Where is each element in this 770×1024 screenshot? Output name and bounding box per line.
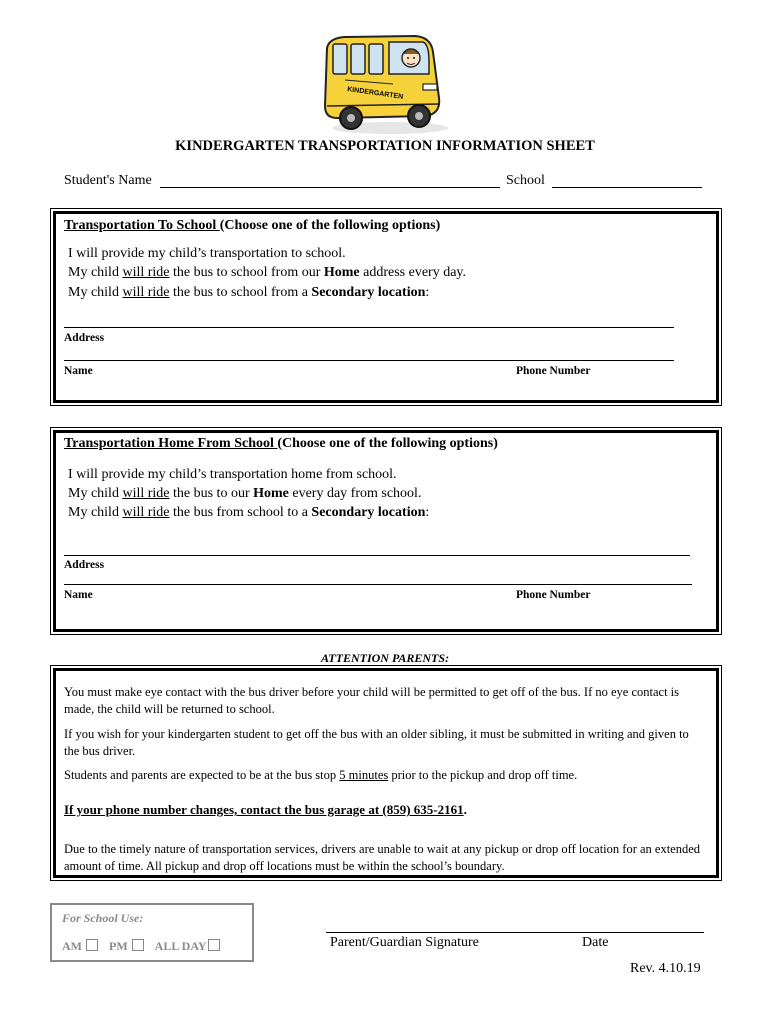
school-use-options: [62, 939, 220, 954]
option-text: :: [425, 505, 430, 520]
paragraph-text: prior to the pickup and drop off time.: [388, 768, 578, 782]
to-school-name-label: Name: [64, 365, 93, 377]
home-phone-label: Phone Number: [516, 589, 591, 601]
to-school-phone-label: Phone Number: [516, 365, 591, 377]
attention-eye-contact: You must make eye contact with the bus driver before your child will be permitted to get off of the bus. If no eye contact is made, the child will be returned to school.: [64, 685, 680, 716]
option-text-bold: Home: [323, 265, 360, 280]
school-use-label: For School Use:: [62, 911, 144, 925]
school-field[interactable]: [552, 175, 702, 188]
to-school-option-home[interactable]: [64, 265, 466, 281]
am-checkbox[interactable]: [86, 939, 98, 951]
attention-heading: ATTENTION PARENTS:: [320, 651, 450, 665]
to-school-option-secondary[interactable]: [64, 285, 429, 301]
to-school-heading: [64, 218, 440, 234]
option-text-underlined: will ride: [122, 265, 170, 280]
home-option-home[interactable]: [64, 486, 421, 502]
home-from-school-heading: [64, 436, 498, 452]
pm-checkbox[interactable]: [132, 939, 144, 951]
student-name-field[interactable]: [160, 175, 500, 188]
pm-label: PM: [109, 939, 128, 953]
school-bus-illustration: [315, 28, 455, 138]
option-text: the bus to school from our: [169, 265, 324, 280]
am-label: AM: [62, 939, 82, 953]
option-text: My child: [68, 265, 123, 280]
home-from-school-heading-instruction: (Choose one of the following options): [277, 436, 498, 451]
to-school-address-field[interactable]: [64, 315, 674, 328]
home-name-phone-field[interactable]: [64, 572, 692, 585]
option-text: My child: [68, 486, 123, 501]
to-school-name-phone-field[interactable]: [64, 348, 674, 361]
option-text: the bus to school from a: [169, 285, 312, 300]
home-from-school-section: [53, 430, 719, 632]
home-address-label: Address: [64, 559, 105, 571]
attention-phone-change: [64, 801, 704, 818]
to-school-heading-instruction: (Choose one of the following options): [219, 218, 441, 233]
home-option-secondary[interactable]: [64, 505, 429, 521]
attention-sibling: If you wish for your kindergarten student to get off the bus with an older sibling, it must be submitted in writing and given to the bus driver.: [64, 727, 689, 758]
option-text: address every day.: [359, 265, 467, 280]
option-text: My child: [68, 505, 123, 520]
to-school-option-provide[interactable]: [64, 246, 346, 262]
to-school-address-label: Address: [64, 332, 105, 344]
attention-bus-stop-time: [64, 767, 704, 784]
to-school-heading-title: Transportation To School: [64, 218, 220, 233]
option-text: the bus from school to a: [169, 505, 312, 520]
all-day-label: ALL DAY: [154, 939, 207, 953]
option-text: My child: [68, 285, 123, 300]
to-school-section: [53, 211, 719, 403]
signature-label: Parent/Guardian Signature: [330, 935, 479, 950]
option-text-underlined: will ride: [122, 285, 170, 300]
page-title: KINDERGARTEN TRANSPORTATION INFORMATION SHEET: [175, 138, 595, 154]
paragraph-text: Students and parents are expected to be at the bus stop: [64, 768, 340, 782]
attention-wait-policy: Due to the timely nature of transportation services, drivers are unable to wait at any pickup or drop off location for an extended amount of time. All pickup and drop off locations must be within the school’s boundary.: [64, 842, 701, 873]
option-text-underlined: will ride: [122, 486, 170, 501]
option-text-bold: Home: [253, 486, 289, 501]
all-day-checkbox[interactable]: [208, 939, 220, 951]
to-school-option-provide-text: I will provide my child’s transportation to school.: [68, 246, 346, 261]
home-address-field[interactable]: [64, 543, 690, 556]
home-option-provide[interactable]: [64, 467, 397, 483]
option-text-bold: Secondary location: [311, 285, 426, 300]
home-option-provide-text: I will provide my child’s transportation home from school.: [68, 467, 397, 482]
home-from-school-heading-title: Transportation Home From School: [64, 436, 278, 451]
option-text: :: [425, 285, 430, 300]
option-text-bold: Secondary location: [311, 505, 426, 520]
option-text-underlined: will ride: [122, 505, 170, 520]
option-text: the bus to our: [169, 486, 254, 501]
home-name-label: Name: [64, 589, 93, 601]
signature-field[interactable]: [326, 920, 704, 933]
paragraph-text: .: [463, 802, 467, 817]
date-label: Date: [582, 935, 609, 950]
student-name-label: Student's Name: [64, 173, 152, 188]
revision-label: Rev. 4.10.19: [630, 961, 701, 976]
bus-garage-phone-text: If your phone number changes, contact the bus garage at (859) 635-2161: [64, 802, 464, 817]
paragraph-text-underlined: 5 minutes: [339, 768, 389, 782]
school-label: School: [506, 173, 545, 188]
option-text: every day from school.: [288, 486, 422, 501]
bus-sign-text: KINDERGARTEN: [346, 86, 404, 101]
